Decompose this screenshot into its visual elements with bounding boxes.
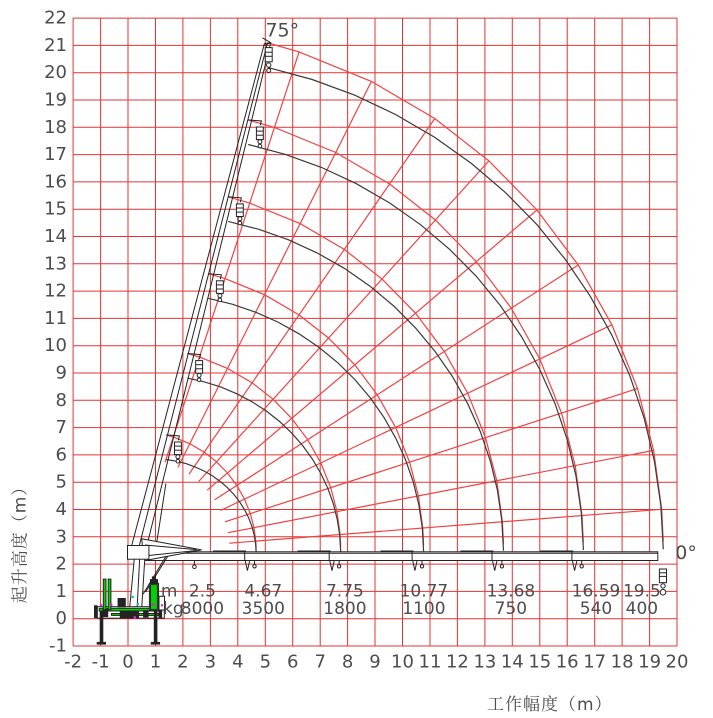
svg-text:-1: -1 [91,651,110,673]
svg-text:1: 1 [55,580,67,602]
svg-text:9: 9 [55,362,67,384]
svg-text:3: 3 [55,526,67,548]
svg-text:21: 21 [44,34,67,56]
svg-text:19: 19 [44,89,67,111]
svg-text:19: 19 [638,651,662,673]
svg-text:16: 16 [44,171,67,193]
svg-text:3: 3 [204,651,217,673]
svg-text:0: 0 [122,651,134,673]
svg-text:-1: -1 [49,635,67,657]
svg-text:540: 540 [579,598,613,619]
svg-text:18: 18 [610,651,634,673]
svg-text:5: 5 [55,471,67,493]
svg-text:14: 14 [44,226,67,247]
svg-text:750: 750 [494,598,528,619]
svg-text:9: 9 [369,651,381,673]
svg-text:15: 15 [528,651,552,673]
svg-text:10: 10 [391,651,414,673]
svg-text:6: 6 [55,444,67,466]
svg-text:7.75: 7.75 [325,581,364,602]
y-axis-title: 起升高度（m） [10,477,31,604]
svg-text:12: 12 [445,651,469,673]
svg-text:16: 16 [555,651,579,673]
boom-tip-arcs [166,43,663,548]
svg-text:0: 0 [55,608,67,630]
svg-text:6: 6 [286,651,299,673]
boom-angle-radial-lines [165,52,662,543]
svg-text:1800: 1800 [323,598,367,619]
svg-text:17: 17 [44,144,67,166]
svg-text:12: 12 [44,280,67,302]
svg-text:20: 20 [44,62,67,84]
svg-text:3500: 3500 [241,598,285,619]
svg-text:10.77: 10.77 [399,581,449,602]
svg-text:2.5: 2.5 [188,581,216,602]
svg-text:1100: 1100 [402,598,446,619]
x-axis-title: 工作幅度（m） [487,695,613,715]
svg-text:kg: kg [162,598,184,619]
svg-text:11: 11 [418,651,442,673]
svg-text:13: 13 [473,651,497,673]
svg-text:m: m [160,581,178,602]
svg-text:-2: -2 [64,651,83,673]
svg-text:8: 8 [55,389,67,411]
svg-text:0°: 0° [675,542,697,565]
svg-text:7: 7 [55,417,67,439]
svg-text:4: 4 [232,651,244,673]
x-axis-tick-labels [64,652,688,673]
svg-text:7: 7 [314,651,326,673]
svg-text:17: 17 [583,651,607,673]
svg-text:13: 13 [44,253,67,275]
svg-text:5: 5 [259,651,272,673]
svg-text:15: 15 [44,198,67,220]
svg-text:8000: 8000 [180,598,225,619]
svg-text:1: 1 [149,651,162,673]
svg-text:75°: 75° [265,19,300,42]
svg-text:18: 18 [44,116,67,138]
svg-text:19.5: 19.5 [622,581,661,602]
svg-text:4.67: 4.67 [244,581,283,602]
svg-text:2: 2 [55,553,67,575]
y-axis-tick-labels [44,8,67,657]
svg-text:11: 11 [44,307,67,329]
svg-text:16.59: 16.59 [571,581,621,602]
svg-text:13.68: 13.68 [486,581,536,602]
svg-text:8: 8 [341,651,354,673]
svg-text:10: 10 [44,335,67,357]
svg-text:4: 4 [55,499,67,520]
svg-text:2: 2 [177,651,189,673]
svg-text:22: 22 [44,7,67,29]
svg-text:20: 20 [665,651,689,673]
svg-text:14: 14 [500,651,524,673]
svg-text:400: 400 [625,598,659,619]
capacity-table [161,581,661,619]
